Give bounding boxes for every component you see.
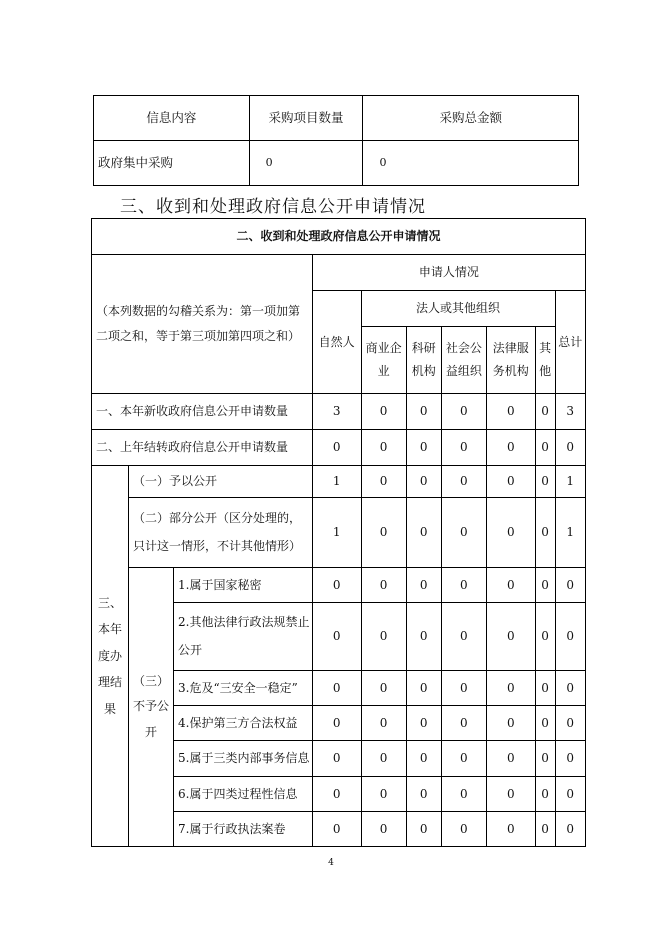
value-cell: 0 [441, 394, 486, 430]
group-label [92, 466, 129, 847]
group-label-text: 三、本年度办理结果 [98, 596, 123, 716]
table-header-cell: 采购总金额 [363, 96, 579, 141]
value-cell: 0 [361, 498, 406, 568]
value-cell: 0 [555, 430, 586, 466]
natural-person-header: 自然人 [312, 291, 361, 394]
value-cell: 0 [486, 394, 535, 430]
value-cell: 0 [406, 498, 441, 568]
note-cell [92, 255, 313, 394]
row-label: 6.属于四类过程性信息 [174, 777, 313, 812]
legal-group-header: 法人或其他组织 [361, 291, 555, 327]
value-cell: 0 [486, 466, 535, 498]
table-cell: 0 [363, 141, 579, 186]
value-cell: 0 [441, 498, 486, 568]
value-cell: 0 [441, 671, 486, 706]
value-cell: 0 [535, 671, 555, 706]
value-cell: 0 [406, 741, 441, 777]
value-cell: 0 [312, 741, 361, 777]
value-cell: 0 [441, 706, 486, 741]
value-cell: 0 [486, 603, 535, 671]
value-cell: 0 [312, 812, 361, 847]
note-text: （本列数据的勾稽关系为：第一项加第二项之和，等于第三项加第四项之和） [96, 303, 301, 343]
value-cell: 0 [312, 671, 361, 706]
value-cell: 0 [555, 603, 586, 671]
row-label: 3.危及“三安全一稳定” [174, 671, 313, 706]
value-cell: 0 [535, 568, 555, 603]
row-label: 4.保护第三方合法权益 [174, 706, 313, 741]
value-cell: 0 [312, 706, 361, 741]
value-cell: 0 [535, 394, 555, 430]
total-header: 总计 [555, 291, 586, 394]
value-cell: 0 [535, 706, 555, 741]
table-row [94, 96, 579, 141]
table-header-cell: 采购项目数量 [249, 96, 363, 141]
table-row [94, 141, 579, 186]
row-label [174, 603, 313, 671]
value-cell: 0 [441, 777, 486, 812]
value-cell: 0 [406, 777, 441, 812]
value-cell: 1 [555, 498, 586, 568]
value-cell: 0 [535, 812, 555, 847]
value-cell: 0 [361, 671, 406, 706]
value-cell: 0 [312, 777, 361, 812]
value-cell: 0 [486, 812, 535, 847]
value-cell: 0 [486, 568, 535, 603]
table-header-cell: 信息内容 [94, 96, 250, 141]
value-cell: 0 [535, 603, 555, 671]
value-cell: 3 [312, 394, 361, 430]
table-row [92, 498, 586, 568]
row-label: 一、本年新收政府信息公开申请数量 [92, 394, 313, 430]
subheader-cell: 商业企业 [361, 327, 406, 394]
row-label: 5.属于三类内部事务信息 [174, 741, 313, 777]
procurement-table [93, 95, 579, 186]
row-label [129, 498, 313, 568]
subheader-cell: 其他 [535, 327, 555, 394]
value-cell: 0 [361, 603, 406, 671]
value-cell: 0 [555, 777, 586, 812]
table-row [92, 394, 586, 430]
value-cell: 0 [555, 671, 586, 706]
value-cell: 0 [361, 812, 406, 847]
value-cell: 0 [555, 741, 586, 777]
value-cell: 0 [441, 603, 486, 671]
value-cell: 0 [535, 498, 555, 568]
table-row [92, 568, 586, 603]
row-label-text: （二）部分公开（区分处理的，只计这一情形，不计其他情形） [133, 510, 302, 553]
value-cell: 0 [535, 466, 555, 498]
value-cell: 3 [555, 394, 586, 430]
value-cell: 0 [535, 777, 555, 812]
value-cell: 0 [406, 812, 441, 847]
value-cell: 1 [312, 498, 361, 568]
value-cell: 0 [406, 671, 441, 706]
value-cell: 1 [312, 466, 361, 498]
value-cell: 0 [406, 430, 441, 466]
applications-table [91, 218, 586, 847]
row-label: 7.属于行政执法案卷 [174, 812, 313, 847]
section-title: 三、收到和处理政府信息公开申请情况 [120, 197, 426, 217]
value-cell: 0 [555, 812, 586, 847]
value-cell: 0 [486, 671, 535, 706]
value-cell: 0 [312, 568, 361, 603]
value-cell: 0 [486, 430, 535, 466]
value-cell: 0 [486, 498, 535, 568]
value-cell: 0 [535, 741, 555, 777]
table-cell: 政府集中采购 [94, 141, 250, 186]
subheader-cell: 科研机构 [406, 327, 441, 394]
table-row [92, 255, 586, 291]
value-cell: 0 [441, 430, 486, 466]
table-row [92, 430, 586, 466]
value-cell: 0 [361, 466, 406, 498]
value-cell: 0 [441, 812, 486, 847]
value-cell: 0 [486, 706, 535, 741]
value-cell: 1 [555, 466, 586, 498]
value-cell: 0 [555, 706, 586, 741]
value-cell: 0 [486, 741, 535, 777]
row-label: （一）予以公开 [129, 466, 313, 498]
page-number: 4 [328, 858, 334, 868]
value-cell: 0 [441, 568, 486, 603]
subheader-cell: 法律服务机构 [486, 327, 535, 394]
value-cell: 0 [312, 430, 361, 466]
row-label: 二、上年结转政府信息公开申请数量 [92, 430, 313, 466]
table-cell: 0 [249, 141, 363, 186]
row-label: 1.属于国家秘密 [174, 568, 313, 603]
value-cell: 0 [486, 777, 535, 812]
value-cell: 0 [406, 466, 441, 498]
subgroup-label [129, 568, 174, 847]
value-cell: 0 [361, 430, 406, 466]
table-row [92, 466, 586, 498]
value-cell: 0 [535, 430, 555, 466]
value-cell: 0 [361, 568, 406, 603]
value-cell: 0 [441, 741, 486, 777]
value-cell: 0 [312, 603, 361, 671]
value-cell: 0 [406, 394, 441, 430]
subheader-cell: 社会公益组织 [441, 327, 486, 394]
value-cell: 0 [406, 568, 441, 603]
applicant-header: 申请人情况 [312, 255, 585, 291]
value-cell: 0 [406, 603, 441, 671]
row-label-text: 2.其他法律行政法规禁止公开 [178, 614, 310, 657]
table-row [92, 219, 586, 255]
value-cell: 0 [361, 394, 406, 430]
value-cell: 0 [441, 466, 486, 498]
value-cell: 0 [406, 706, 441, 741]
value-cell: 0 [555, 568, 586, 603]
value-cell: 0 [361, 706, 406, 741]
subgroup-label-text: （三）不予公开 [133, 674, 170, 739]
value-cell: 0 [361, 777, 406, 812]
value-cell: 0 [361, 741, 406, 777]
table-title: 二、收到和处理政府信息公开申请情况 [92, 219, 586, 255]
